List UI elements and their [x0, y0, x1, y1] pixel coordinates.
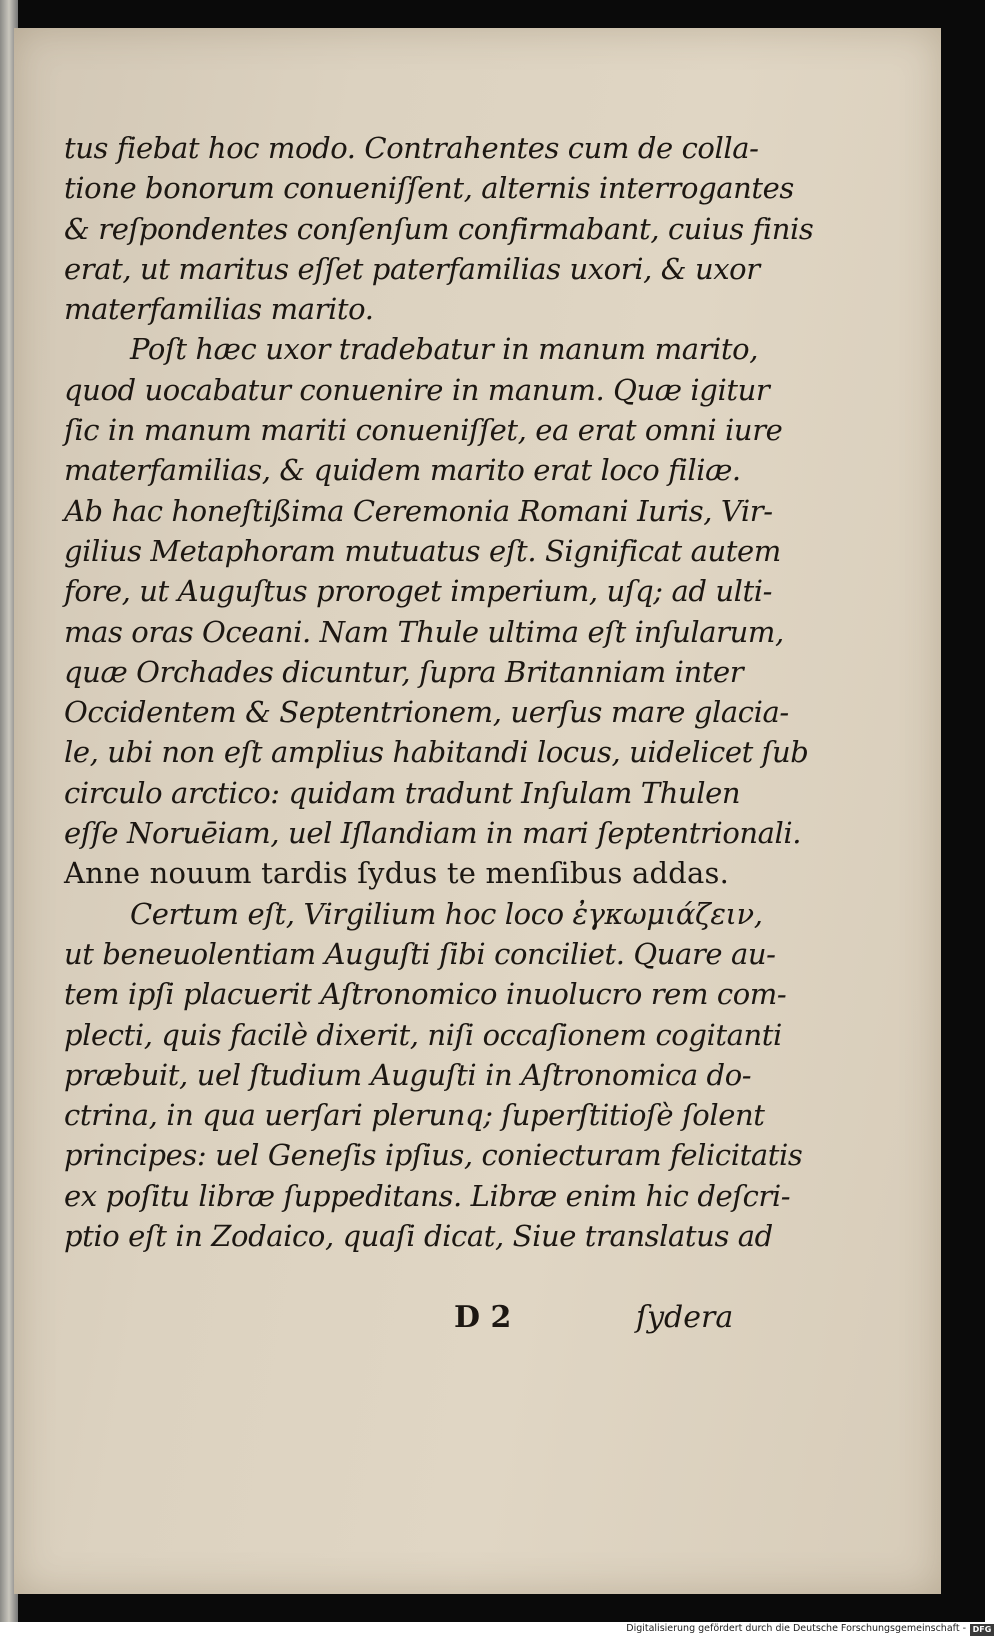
- book-page: [14, 28, 941, 1594]
- text-line: erat, ut maritus eſſet paterfamilias uxori, & uxor: [64, 251, 760, 286]
- text-line: & reſpondentes conſenſum confirmabant, cuius finis: [64, 211, 814, 246]
- text-line: materfamilias, & quidem marito erat loco filiæ.: [64, 453, 741, 488]
- page-footer: [64, 1300, 784, 1344]
- catchword: ſydera: [636, 1300, 734, 1335]
- text-line: quæ Orchades dicuntur, ſupra Britanniam inter: [64, 654, 744, 689]
- digitization-credit: Digitalisierung gefördert durch die Deutsche Forschungsgemeinschaft -: [626, 1623, 966, 1634]
- text-line: eſſe Noruēiam, uel Iſlandiam in mari ſeptentrionali.: [64, 816, 802, 851]
- page-text: [64, 128, 814, 1256]
- text-line: ex poſitu libræ ſuppeditans. Libræ enim hic deſcri-: [64, 1178, 791, 1213]
- text-line: tus fiebat hoc modo. Contrahentes cum de colla-: [64, 131, 759, 165]
- text-line: gilius Metaphoram mutuatus eſt. Significat autem: [64, 533, 781, 568]
- text-line: Occidentem & Septentrionem, uerſus mare glacia-: [64, 695, 789, 730]
- paragraph-start-line: Certum eſt, Virgilium hoc loco ἐγκωμιάζειν,: [130, 896, 763, 931]
- text-line: plecti, quis facilè dixerit, niſi occaſionem cogitanti: [64, 1017, 782, 1052]
- text-line: ut beneuolentiam Auguſti ſibi conciliet. Quare au-: [64, 936, 776, 971]
- text-line: ptio eſt in Zodaico, quaſi dicat, Siue translatus ad: [64, 1219, 773, 1254]
- text-line: materfamilias marito.: [64, 292, 374, 327]
- text-line: principes: uel Geneſis ipſius, coniecturam felicitatis: [64, 1138, 803, 1173]
- text-line: circulo arctico: quidam tradunt Inſulam Thulen: [64, 775, 741, 810]
- text-line: le, ubi non eſt amplius habitandi locus, uidelicet ſub: [64, 735, 809, 770]
- text-line: tem ipſi placuerit Aſtronomico inuolucro rem com-: [64, 977, 787, 1012]
- text-line: ſic in manum mariti conueniſſet, ea erat omni iure: [64, 413, 783, 448]
- text-line: tione bonorum conueniſſent, alternis interrogantes: [64, 171, 794, 206]
- text-line: quod uocabatur conuenire in manum. Quæ igitur: [64, 372, 770, 407]
- text-line: Ab hac honeſtißima Ceremonia Romani Iuris, Vir-: [64, 493, 773, 528]
- signature-mark: D 2: [454, 1300, 512, 1335]
- text-line: fore, ut Auguſtus proroget imperium, uſq; ad ulti-: [64, 574, 773, 609]
- text-line: mas oras Oceani. Nam Thule ultima eſt inſularum,: [64, 614, 784, 649]
- verse-quote-line: Anne nouum tardis ſydus te menſibus addas.: [64, 856, 730, 891]
- text-line: præbuit, uel ſtudium Auguſti in Aſtronomica do-: [64, 1057, 752, 1092]
- text-line: ctrina, in qua uerſari plerunq; ſuperſtitioſè ſolent: [64, 1098, 765, 1133]
- dfg-logo: DFG: [970, 1624, 994, 1636]
- paragraph-start-line: Poſt hæc uxor tradebatur in manum marito,: [130, 332, 759, 367]
